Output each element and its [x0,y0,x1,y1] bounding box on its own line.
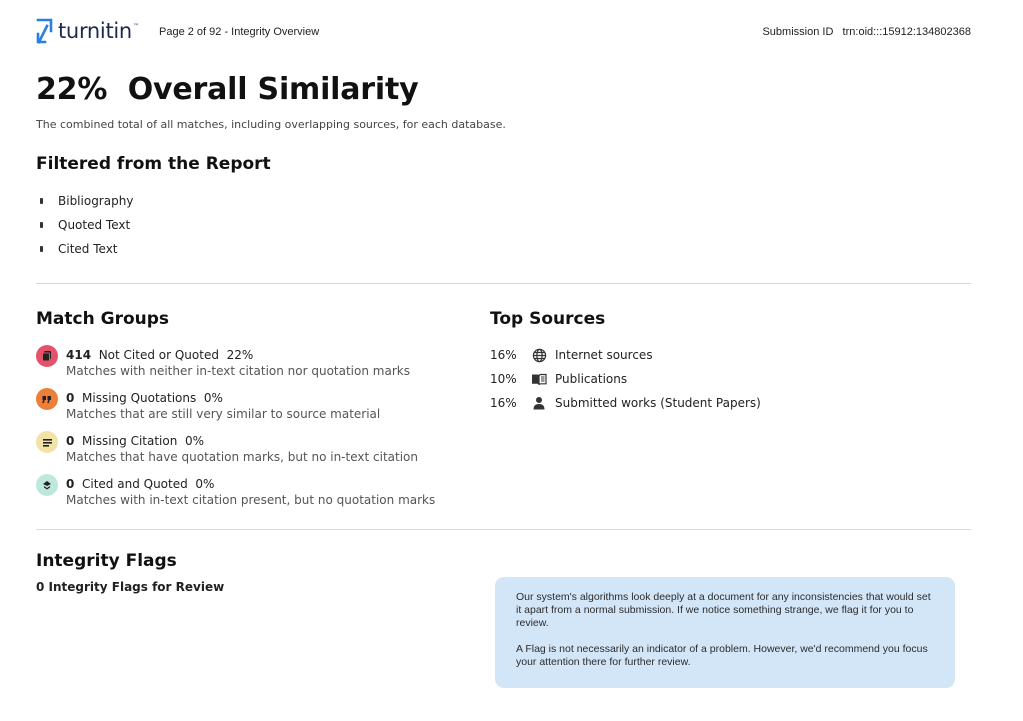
quote-marks-icon [36,388,58,410]
filter-label: Quoted Text [58,218,131,232]
bullet-icon [40,222,43,228]
list-item [40,213,133,237]
match-count: 0 [66,434,75,448]
match-group-cited-and-quoted [36,477,435,507]
divider [36,529,971,530]
filter-list [40,189,133,261]
match-label: Cited and Quoted 0% [82,477,215,491]
divider [36,283,971,284]
source-percent: 10% [490,372,517,386]
filter-label: Cited Text [58,242,118,256]
source-percent: 16% [490,348,517,362]
overall-similarity-title: 22% Overall Similarity [36,72,419,107]
match-label: Not Cited or Quoted 22% [98,348,254,362]
person-icon [530,394,548,412]
integrity-flags-count: 0 Integrity Flags for Review [36,580,225,594]
match-description: Matches with neither in-text citation nor quotation marks [66,364,410,378]
logo-trademark: ™ [132,23,139,30]
submission-id: Submission ID trn:oid:::15912:134802368 [762,26,971,38]
match-description: Matches that have quotation marks, but no in-text citation [66,450,418,464]
page-info: Page 2 of 92 - Integrity Overview [159,26,320,38]
match-group-not-cited [36,348,410,378]
source-label: Publications [555,372,628,386]
turnitin-logo [36,18,139,44]
match-groups-heading: Match Groups [36,309,170,329]
integrity-flags-heading: Integrity Flags [36,551,177,571]
match-count: 414 [66,348,92,362]
match-label: Missing Citation 0% [82,434,204,448]
source-submitted-works [490,393,761,413]
list-item [40,189,133,213]
source-publications [490,369,627,389]
info-paragraph: A Flag is not necessarily an indicator of a problem. However, we'd recommend you focus your attention there for further review. [516,643,928,668]
match-count: 0 [66,391,75,405]
turnitin-logo-icon [36,18,54,44]
match-count: 0 [66,477,75,491]
top-sources-heading: Top Sources [490,309,606,329]
match-group-missing-quotations [36,391,380,421]
source-percent: 16% [490,396,517,410]
filter-label: Bibliography [58,194,134,208]
info-paragraph: Our system's algorithms look deeply at a document for any inconsistencies that would set it apart from a normal submission. If we notice something strange, we flag it for you to review. [516,591,931,629]
filtered-heading: Filtered from the Report [36,154,271,174]
match-group-missing-citation [36,434,418,464]
bullet-icon [40,198,43,204]
book-icon [530,370,548,388]
list-item [40,237,133,261]
lines-icon [36,431,58,453]
bullet-icon [40,246,43,252]
document-stack-icon [36,345,58,367]
similarity-description: The combined total of all matches, including overlapping sources, for each database. [36,118,506,131]
globe-icon [530,346,548,364]
match-description: Matches that are still very similar to source material [66,407,381,421]
source-label: Submitted works (Student Papers) [555,396,761,410]
cited-icon [36,474,58,496]
source-internet [490,345,653,365]
match-description: Matches with in-text citation present, but no quotation marks [66,493,436,507]
logo-text: turnitin [58,19,132,43]
match-label: Missing Quotations 0% [82,391,223,405]
source-label: Internet sources [555,348,653,362]
integrity-flags-info-box [495,577,955,688]
